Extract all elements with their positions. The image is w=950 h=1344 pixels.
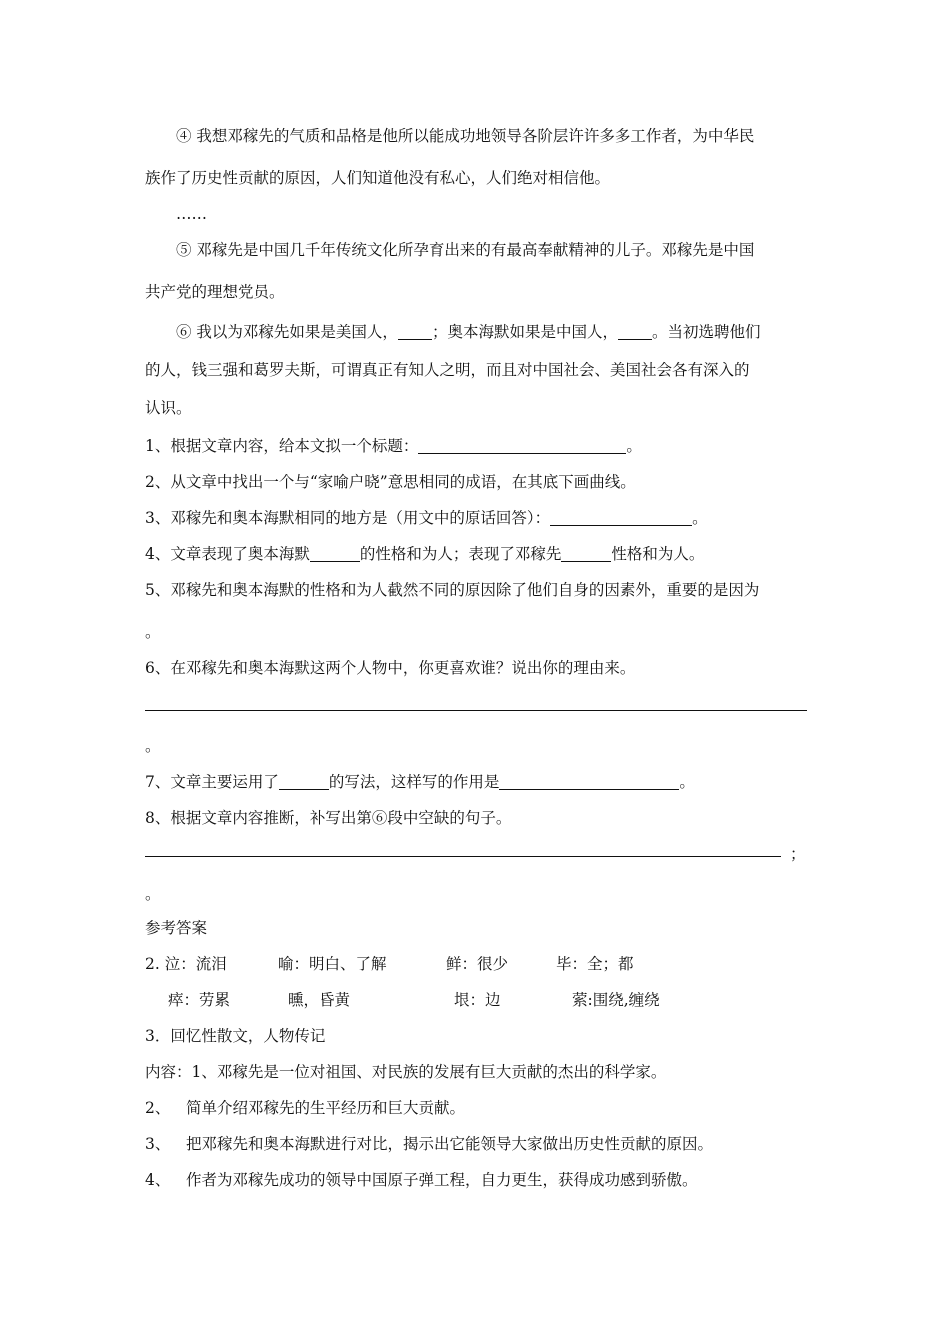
question-5: 5、邓稼先和奥本海默的性格和为人截然不同的原因除了他们自身的因素外，重要的是因为 [145,581,760,599]
question-7-end: 。 [679,773,695,791]
question-1-text: 1、根据文章内容，给本文拟一个标题： [145,437,419,455]
answer-2-row2-item-3: 垠：边 [454,991,501,1009]
question-7-text-b: 的写法，这样写的作用是 [328,773,500,791]
question-7-blank-1[interactable] [279,773,329,790]
question-3-end: 。 [692,509,708,527]
question-4-text-a: 4、文章表现了奥本海默 [145,545,310,563]
paragraph-5-line-2: 共产党的理想党员。 [145,283,285,301]
question-7-blank-2[interactable] [499,773,679,790]
p6-blank-1[interactable] [398,323,432,340]
question-1 [145,436,642,456]
paragraph-6-line-1 [176,322,760,342]
content-1: 内容：1、邓稼先是一位对祖国、对民族的发展有巨大贡献的杰出的科学家。 [145,1063,667,1081]
question-1-end: 。 [626,437,642,455]
paragraph-6-line-3: 认识。 [145,399,192,417]
answer-3: 3．回忆性散文，人物传记 [145,1027,326,1045]
answer-2-row1-item-3: 鲜：很少 [446,955,509,973]
question-4-blank-1[interactable] [310,545,360,562]
question-3-text: 3、邓稼先和奥本海默相同的地方是（用文中的原话回答）： [145,509,551,527]
p6-text-a: ⑥ 我以为邓稼先如果是美国人， [176,323,398,341]
question-6-answer-line[interactable] [145,710,807,711]
p6-text-c: 。当初选聘他们 [651,323,761,341]
question-7-text-a: 7、文章主要运用了 [145,773,279,791]
question-4-blank-2[interactable] [561,545,611,562]
question-4 [145,544,704,564]
p6-blank-2[interactable] [618,323,652,340]
answers-heading: 参考答案 [145,919,208,937]
question-6: 6、在邓稼先和奥本海默这两个人物中，你更喜欢谁？说出你的理由来。 [145,659,636,677]
answer-2-row1-item-2: 喻：明白、了解 [278,955,387,973]
content-3-number: 3、 [145,1135,171,1153]
question-8-semicolon: ； [790,845,806,863]
question-5-end: 。 [145,623,161,641]
answer-2-row1-item-1: 2. 泣：流泪 [145,955,227,973]
paragraph-4-line-1: ④ 我想邓稼先的气质和品格是他所以能成功地领导各阶层许许多多工作者，为中华民 [176,127,755,145]
content-2: 简单介绍邓稼先的生平经历和巨大贡献。 [186,1099,466,1117]
ellipsis: …… [176,205,207,223]
question-3-blank[interactable] [550,509,692,526]
answer-2-row2-item-1: 瘁：劳累 [168,991,231,1009]
question-4-text-c: 性格和为人。 [611,545,705,563]
content-3: 把邓稼先和奥本海默进行对比，揭示出它能领导大家做出历史性贡献的原因。 [186,1135,714,1153]
paragraph-4-line-2: 族作了历史性贡献的原因，人们知道他没有私心，人们绝对相信他。 [145,169,611,187]
answer-2-row2-item-4: 萦:围绕,缠绕 [572,991,660,1009]
content-2-number: 2、 [145,1099,171,1117]
question-8-end: 。 [145,885,161,903]
question-2: 2、从文章中找出一个与“家喻户晓”意思相同的成语，在其底下画曲线。 [145,473,636,491]
answer-2-row1-item-4: 毕：全；都 [556,955,634,973]
paragraph-5-line-1: ⑤ 邓稼先是中国几千年传统文化所孕育出来的有最高奉献精神的儿子。邓稼先是中国 [176,241,755,259]
p6-text-b: ；奥本海默如果是中国人， [431,323,618,341]
question-3 [145,508,708,528]
content-4: 作者为邓稼先成功的领导中国原子弹工程，自力更生，获得成功感到骄傲。 [186,1171,698,1189]
question-6-end: 。 [145,737,161,755]
question-8-answer-line[interactable] [145,856,781,857]
answer-2-row-1 [145,954,227,974]
question-7 [145,772,695,792]
answer-2-row2-item-2: 曛，昏黄 [288,991,351,1009]
content-4-number: 4、 [145,1171,171,1189]
question-4-text-b: 的性格和为人；表现了邓稼先 [359,545,562,563]
question-1-blank[interactable] [418,437,626,454]
paragraph-6-line-2: 的人，钱三强和葛罗夫斯，可谓真正有知人之明，而且对中国社会、美国社会各有深入的 [145,361,750,379]
question-8: 8、根据文章内容推断，补写出第⑥段中空缺的句子。 [145,809,512,827]
